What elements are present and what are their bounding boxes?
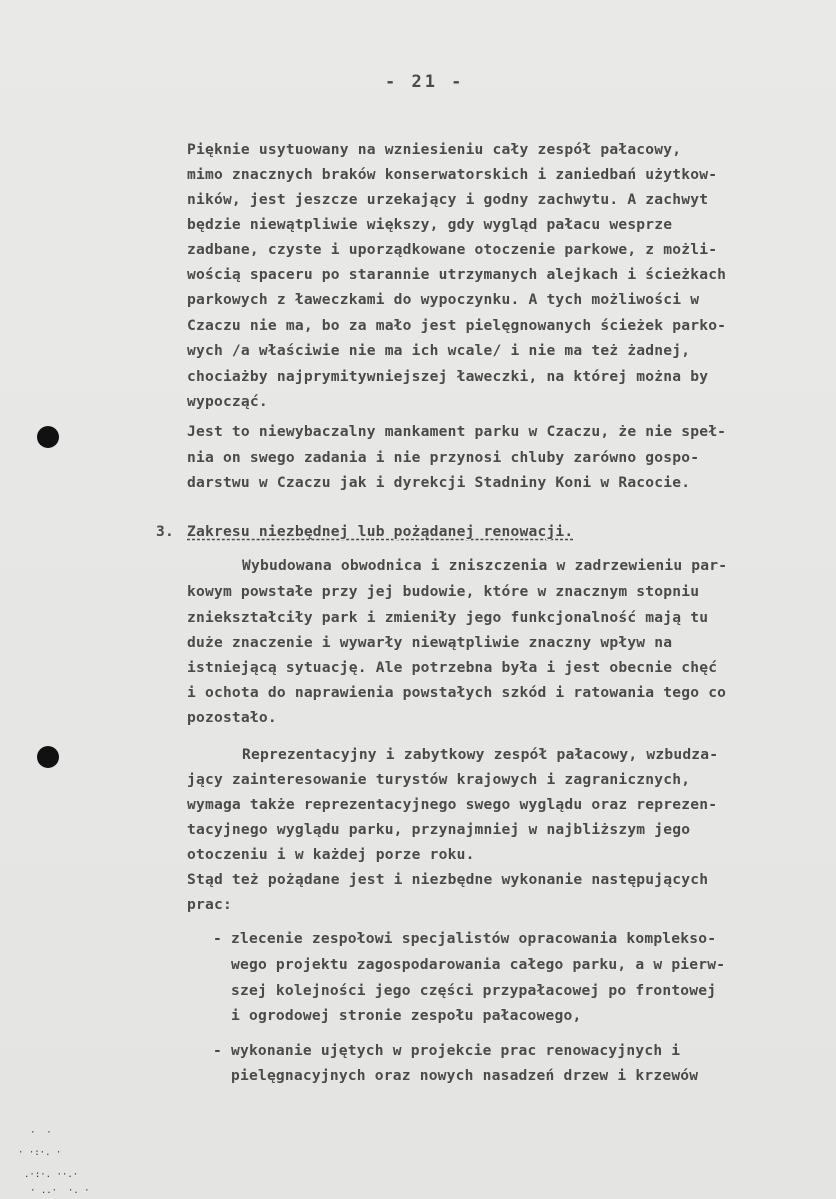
scan-speck: · ·:·. · bbox=[18, 1148, 62, 1158]
text-line: parkowych z ławeczkami do wypoczynku. A tych możliwości w bbox=[187, 291, 700, 308]
text-line: Jest to niewybaczalny mankament parku w Czaczu, że nie speł- bbox=[187, 423, 727, 440]
text-line: pozostało. bbox=[187, 709, 277, 726]
section-heading: Zakresu niezbędnej lub pożądanej renowacji. bbox=[187, 523, 574, 540]
text-line: będzie niewątpliwie większy, gdy wygląd pałacu wesprze bbox=[187, 216, 673, 233]
text-line: tacyjnego wyglądu parku, przynajmniej w najbliższym jego bbox=[187, 821, 691, 838]
text-line: wypocząć. bbox=[187, 393, 268, 410]
text-line: otoczeniu i w każdej porze roku. bbox=[187, 846, 475, 863]
scan-speck: · · bbox=[30, 1128, 52, 1138]
text-line: zniekształciły park i zmieniły jego funkcjonalność mają tu bbox=[187, 609, 709, 626]
text-line: Reprezentacyjny i zabytkowy zespół pałacowy, wzbudza- bbox=[242, 746, 719, 763]
text-line: wych /a właściwie nie ma ich wcale/ i nie ma też żadnej, bbox=[187, 342, 691, 359]
text-line: Wybudowana obwodnica i zniszczenia w zadrzewieniu par- bbox=[242, 557, 728, 574]
text-line: Czaczu nie ma, bo za mało jest pielęgnowanych ścieżek parko- bbox=[187, 317, 727, 334]
scan-speck: · ..· ·. · bbox=[30, 1186, 90, 1196]
list-item-line: szej kolejności jego części przypałacowej po frontowej bbox=[231, 982, 717, 999]
text-line: jący zainteresowanie turystów krajowych i zagranicznych, bbox=[187, 771, 691, 788]
text-line: chociażby najprymitywniejszej ławeczki, na której można by bbox=[187, 368, 709, 385]
punch-hole bbox=[37, 426, 59, 448]
text-line: Pięknie usytuowany na wzniesieniu cały zespół pałacowy, bbox=[187, 141, 682, 158]
list-item-line: pielęgnacyjnych oraz nowych nasadzeń drzew i krzewów bbox=[231, 1067, 699, 1084]
text-line: duże znaczenie i wywarły niewątpliwie znaczny wpływ na bbox=[187, 634, 673, 651]
section-number: 3. bbox=[156, 523, 174, 540]
list-item-line: - wykonanie ujętych w projekcie prac renowacyjnych i bbox=[213, 1042, 681, 1059]
scan-speck: .·:·. ··.· bbox=[24, 1170, 79, 1180]
text-line: i ochota do naprawienia powstałych szkód i ratowania tego co bbox=[187, 684, 727, 701]
text-line: darstwu w Czaczu jak i dyrekcji Stadniny Koni w Racocie. bbox=[187, 474, 691, 491]
text-line: wymaga także reprezentacyjnego swego wyglądu oraz reprezen- bbox=[187, 796, 718, 813]
text-line: istniejącą sytuację. Ale potrzebna była i jest obecnie chęć bbox=[187, 659, 718, 676]
text-line: ników, jest jeszcze urzekający i godny zachwytu. A zachwyt bbox=[187, 191, 709, 208]
page-number: - 21 - bbox=[385, 72, 465, 92]
text-line: wością spaceru po starannie utrzymanych alejkach i ścieżkach bbox=[187, 266, 727, 283]
list-item-line: wego projektu zagospodarowania całego parku, a w pierw- bbox=[231, 956, 726, 973]
text-line: zadbane, czyste i uporządkowane otoczenie parkowe, z możli- bbox=[187, 241, 718, 258]
list-item-line: - zlecenie zespołowi specjalistów opracowania kompleksо- bbox=[213, 930, 717, 947]
punch-hole bbox=[37, 746, 59, 768]
list-item-line: i ogrodowej stronie zespołu pałacowego, bbox=[231, 1007, 582, 1024]
text-line: nia on swego zadania i nie przynosi chluby zarówno gospo- bbox=[187, 449, 700, 466]
text-line: prac: bbox=[187, 896, 232, 913]
text-line: kowym powstałe przy jej budowie, które w znacznym stopniu bbox=[187, 583, 700, 600]
text-line: Stąd też pożądane jest i niezbędne wykonanie następujących bbox=[187, 871, 709, 888]
text-line: mimo znacznych braków konserwatorskich i zaniedbań użytkow- bbox=[187, 166, 718, 183]
